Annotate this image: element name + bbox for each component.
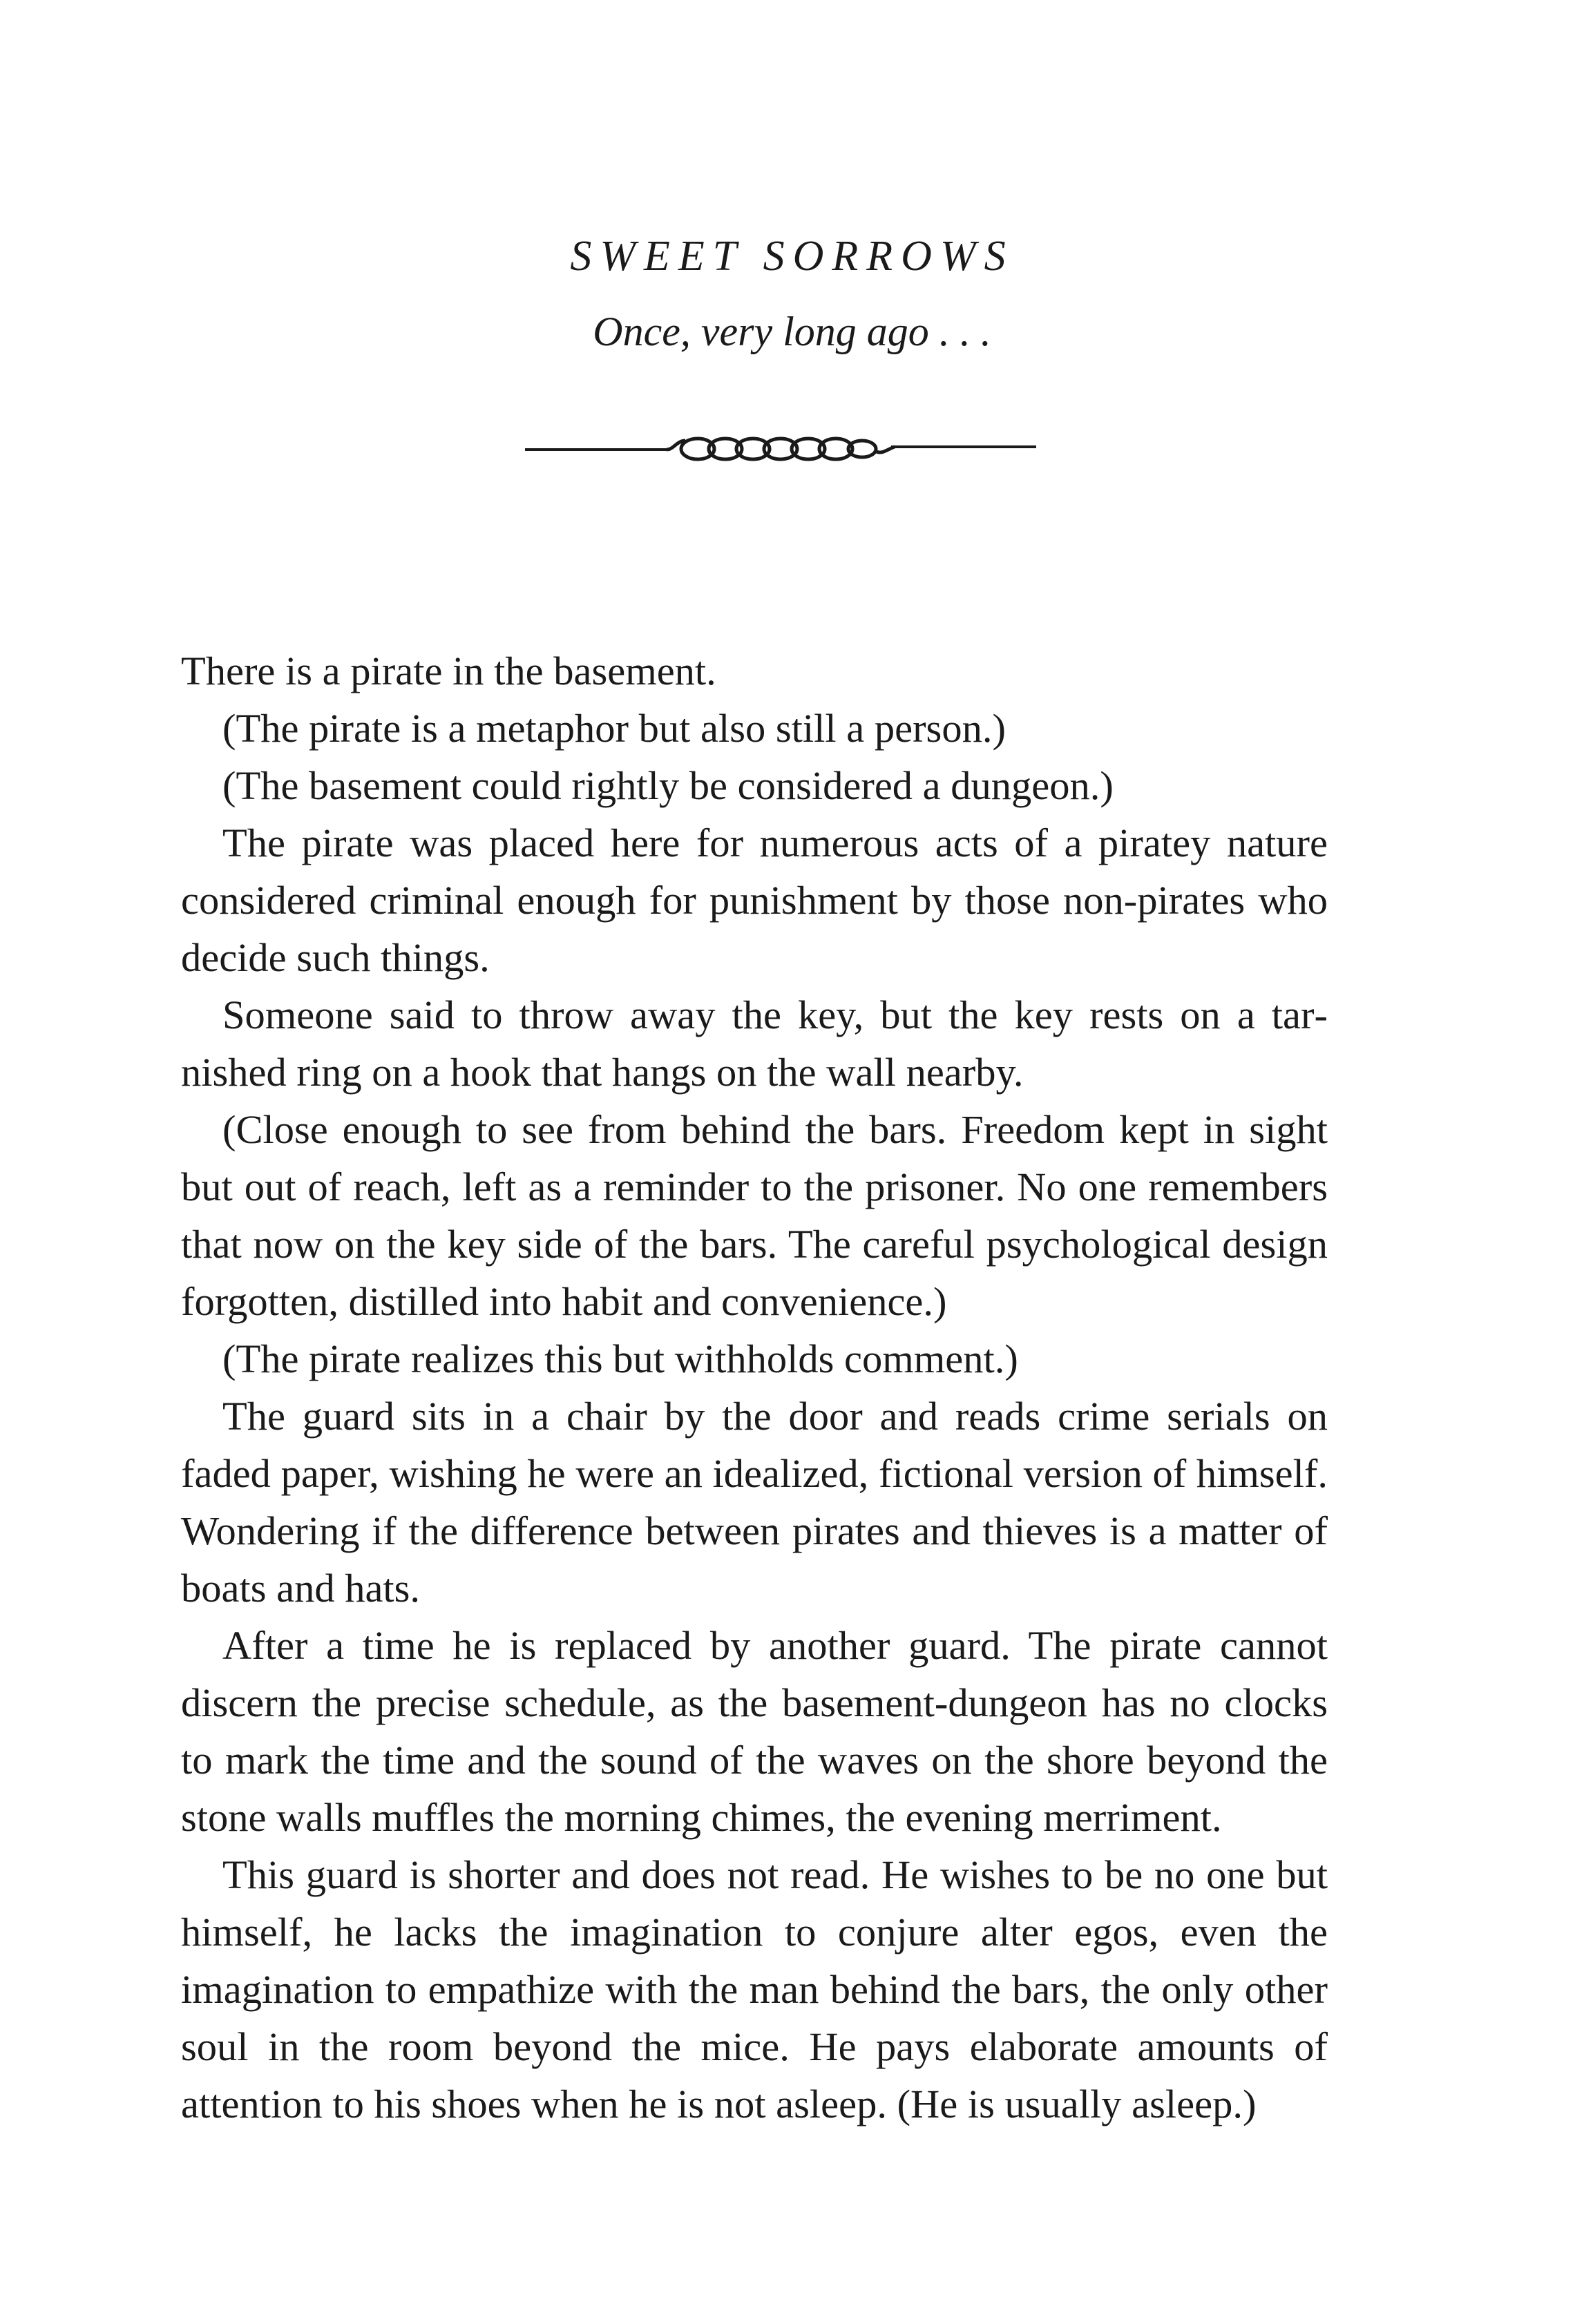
paragraph: There is a pirate in the basement. xyxy=(181,649,716,693)
paragraph: After a time he is replaced by another guard. The pirate cannot discern the precise schedule, as the basement-dungeon has no clocks to mark the time and the sound of the waves on the shore beyond the stone walls muffles the morning chimes, the evening merriment. xyxy=(181,1623,1328,1840)
paragraph: Someone said to throw away the key, but the key rests on a tarnished ring on a hook that hangs on the wall nearby. xyxy=(181,992,1328,1095)
chapter-header xyxy=(0,235,1584,352)
paragraph: The guard sits in a chair by the door and reads crime serials on faded paper, wishing he were an idealized, fictional version of himself. Wondering if the difference between pirates and thieves is a matter of boats and hats. xyxy=(181,1394,1328,1611)
paragraph: The pirate was placed here for numerous acts of a piratey nature considered criminal enough for punishment by those non-pirates who decide such things. xyxy=(181,820,1328,980)
paragraph: (Close enough to see from behind the bars. Freedom kept in sight but out of reach, left as a reminder to the prisoner. No one remembers that now on the key side of the bars. The careful psychological design forgotten, distilled into habit and convenience.) xyxy=(181,1107,1328,1324)
chapter-title: SWEET SORROWS xyxy=(570,233,1014,280)
chapter-subtitle: Once, very long ago . . . xyxy=(593,309,991,354)
paragraph: (The pirate realizes this but withholds comment.) xyxy=(222,1336,1018,1381)
flourish-divider-icon xyxy=(525,428,1036,470)
body-text xyxy=(181,642,1328,2133)
paragraph: This guard is shorter and does not read. He wishes to be no one but himself, he lacks the imagination to conjure alter egos, even the imagination to empathize with the man behind the bars, the only other soul in the room beyond the mice. He pays elaborate amounts of attention to his shoes when he is not asleep. (He is usually asleep.) xyxy=(181,1852,1328,2126)
paragraph: (The pirate is a metaphor but also still a person.) xyxy=(222,706,1006,751)
paragraph: (The basement could rightly be considered a dungeon.) xyxy=(222,763,1114,808)
